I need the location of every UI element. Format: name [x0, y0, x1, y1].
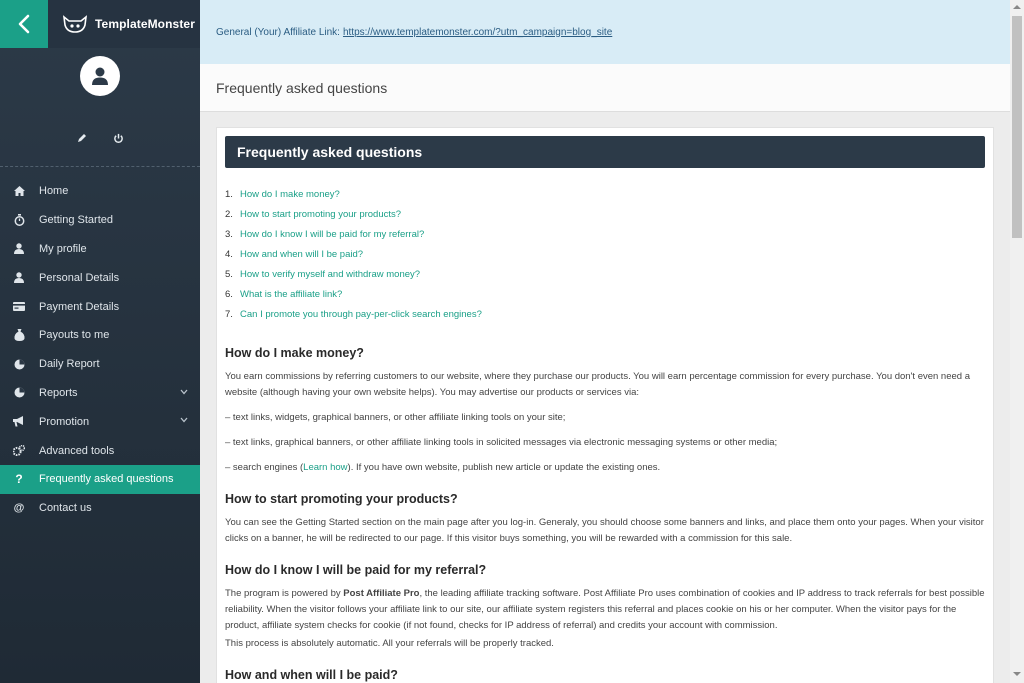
sidebar-item-label: Home — [39, 185, 69, 198]
sidebar-item-label: Getting Started — [39, 214, 113, 227]
chevron-left-icon — [17, 14, 31, 34]
learn-how-link[interactable]: Learn how — [303, 462, 348, 473]
sidebar-nav — [0, 177, 200, 523]
affiliate-link-bar — [200, 0, 1010, 64]
sidebar-item-label: Payouts to me — [39, 329, 110, 342]
sidebar-item-getting-started[interactable] — [0, 206, 200, 235]
sidebar-item-label: Daily Report — [39, 358, 100, 371]
sidebar-item-label: Frequently asked questions — [39, 473, 174, 486]
edit-profile-button[interactable] — [77, 133, 87, 143]
toc-item: 7. Can I promote you through pay-per-click search engines? — [225, 308, 482, 320]
back-button[interactable] — [0, 0, 48, 48]
user-icon — [14, 272, 24, 283]
toc-link[interactable]: What is the affiliate link? — [240, 288, 343, 300]
faq-heading-when-paid: How and when will I be paid? — [225, 668, 398, 682]
scrollbar-thumb[interactable] — [1012, 16, 1022, 238]
user-actions — [0, 130, 200, 146]
user-avatar-icon — [89, 65, 111, 87]
toc-item: 1. How do I make money? — [225, 188, 340, 200]
card-icon — [13, 302, 25, 311]
sidebar-item-label: Payment Details — [39, 300, 120, 313]
money-bag-icon — [14, 329, 25, 341]
sidebar-item-payment-details[interactable] — [0, 292, 200, 321]
page-title: Frequently asked questions — [200, 64, 1010, 112]
avatar[interactable] — [80, 56, 120, 96]
gears-icon — [13, 445, 25, 456]
toc-link[interactable]: How do I make money? — [240, 188, 340, 200]
toc-link[interactable]: How to verify myself and withdraw money? — [240, 268, 421, 280]
toc-link[interactable]: How to start promoting your products? — [240, 208, 402, 220]
scroll-up-arrow[interactable] — [1013, 5, 1021, 9]
sidebar-item-payouts[interactable] — [0, 321, 200, 350]
user-icon — [14, 243, 24, 254]
sidebar-item-label: Personal Details — [39, 271, 120, 284]
pie-chart-icon — [14, 387, 25, 398]
sidebar-item-promotion[interactable] — [0, 407, 200, 436]
sidebar-item-personal-details[interactable] — [0, 263, 200, 292]
sidebar-item-label: Contact us — [39, 502, 92, 515]
faq-heading-paid-referral: How do I know I will be paid for my referral? — [225, 563, 487, 577]
sidebar-item-daily-report[interactable] — [0, 350, 200, 379]
faq-card-title: Frequently asked questions — [225, 136, 985, 168]
toc-item: 3. How do I know I will be paid for my referral? — [225, 228, 425, 240]
affiliate-link[interactable]: https://www.templatemonster.com/?utm_campaign=blog_site — [342, 26, 613, 38]
chevron-down-icon — [180, 417, 188, 423]
sidebar-topbar — [0, 0, 200, 48]
faq-heading-make-money: How do I make money? — [225, 346, 364, 360]
toc-item: 4. How and when will I be paid? — [225, 248, 364, 260]
at-icon: @ — [13, 502, 25, 515]
power-icon — [113, 133, 124, 144]
sidebar-separator — [0, 166, 200, 167]
question-icon: ? — [15, 472, 23, 487]
sidebar-item-my-profile[interactable] — [0, 235, 200, 264]
faq-paragraph: The program is powered by Post Affiliate Pro, the leading affiliate tracking software. Post Affiliate Pro uses combination of cookies and IP address to track referrals for best possible reliability. When the visitor follows your affiliate link to our site, our affiliate system registers this referral and places cookie on his or her computer. When the visitor pays for the product, affiliate system checks for cookie (if not found, checks for IP address of referral) and credits your account with commission. — [225, 588, 985, 631]
sidebar-item-home[interactable] — [0, 177, 200, 206]
faq-paragraph: You earn commissions by referring customers to our website, where they purchase our products. You will earn percentage commission for every purchase. You don't even need a website (although having your own website helps). You may advertise our products or services via: — [225, 371, 970, 398]
affiliate-link-label: General (Your) Affiliate Link: — [216, 26, 340, 38]
sidebar-item-faq[interactable] — [0, 465, 200, 494]
toc-item: 5. How to verify myself and withdraw money? — [225, 268, 421, 280]
faq-paragraph: – text links, graphical banners, or other affiliate linking tools in solicited messages via electronic messaging systems or other media; — [225, 437, 778, 448]
home-icon — [14, 186, 25, 196]
brand[interactable] — [48, 0, 200, 48]
toc-item: 2. How to start promoting your products? — [225, 208, 402, 220]
faq-paragraph: You can see the Getting Started section on the main page after you log-in. Generaly, you should choose some banners and links, and place them onto your pages. When your visitor clicks on a banner, he will be redirected to our page. If this visitor buys something, you will be rewarded with a commission for this sale. — [225, 517, 984, 544]
faq-paragraph: – search engines (Learn how). If you have own website, publish new article or update the existing ones. — [225, 462, 661, 473]
faq-heading-start-promoting: How to start promoting your products? — [225, 492, 458, 506]
toc-item: 6. What is the affiliate link? — [225, 288, 343, 300]
faq-paragraph: This process is absolutely automatic. All your referrals will be properly tracked. — [225, 638, 554, 649]
pencil-icon — [77, 133, 87, 143]
sidebar-item-label: Advanced tools — [39, 444, 115, 457]
stopwatch-icon — [14, 214, 25, 226]
sidebar — [0, 0, 200, 683]
logout-button[interactable] — [113, 133, 124, 144]
sidebar-item-label: Promotion — [39, 415, 90, 428]
faq-card — [216, 127, 994, 683]
brand-name: TemplateMonster — [95, 17, 195, 31]
faq-toc — [225, 184, 985, 324]
faq-paragraph: – text links, widgets, graphical banners, or other affiliate linking tools on your site; — [225, 412, 566, 423]
toc-link[interactable]: How and when will I be paid? — [240, 248, 364, 260]
sidebar-item-contact-us[interactable] — [0, 494, 200, 523]
page-scrollbar[interactable] — [1010, 0, 1024, 683]
main-content — [200, 0, 1010, 683]
sidebar-item-reports[interactable] — [0, 379, 200, 408]
toc-link[interactable]: How do I know I will be paid for my referral? — [240, 228, 425, 240]
sidebar-item-label: My profile — [39, 242, 87, 255]
pie-chart-icon — [14, 359, 25, 370]
chevron-down-icon — [180, 389, 188, 395]
monster-logo-icon — [62, 15, 88, 33]
toc-link[interactable]: Can I promote you through pay-per-click search engines? — [240, 308, 482, 320]
sidebar-item-advanced-tools[interactable] — [0, 436, 200, 465]
sidebar-item-label: Reports — [39, 386, 78, 399]
bullhorn-icon — [13, 416, 25, 427]
scroll-down-arrow[interactable] — [1013, 672, 1021, 676]
